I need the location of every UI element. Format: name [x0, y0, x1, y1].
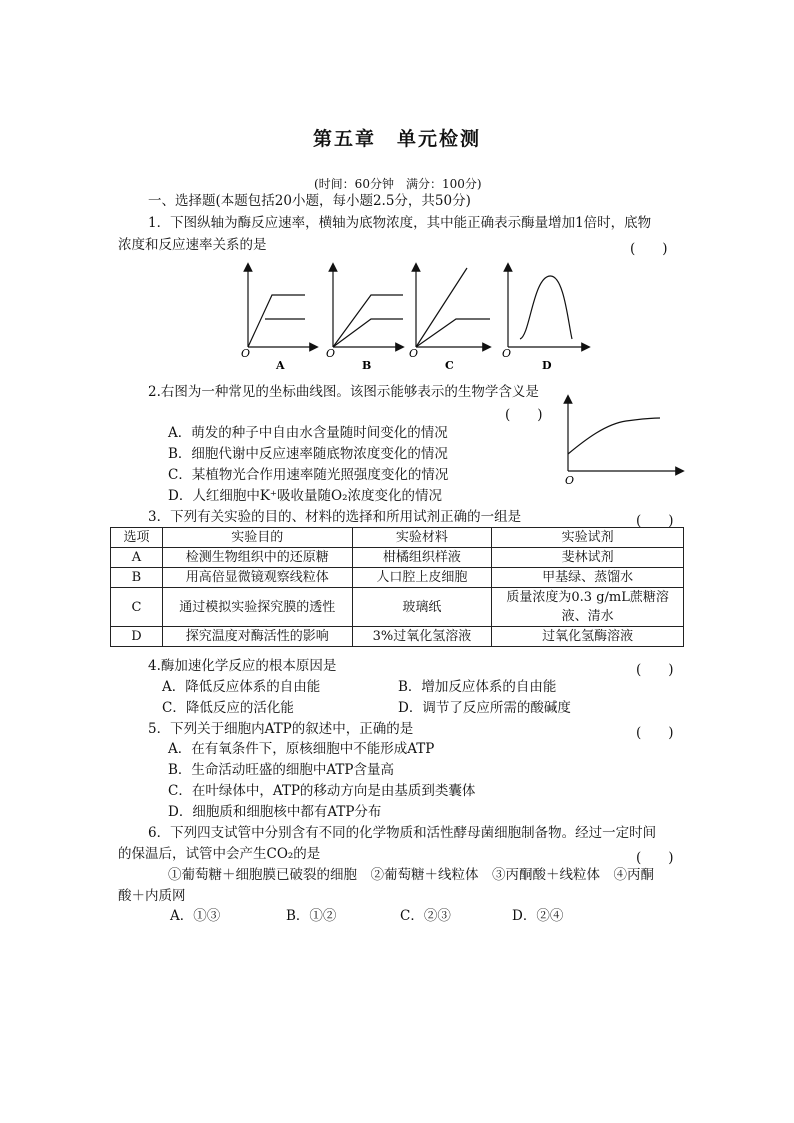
q5-option-a: A．在有氧条件下，原核细胞中不能形成ATP [168, 741, 435, 757]
table-cell: 检测生物组织中的还原糖 [162, 548, 352, 568]
q1-graph-d [502, 267, 586, 372]
graph-c-label: C [445, 359, 454, 372]
q3-stem: 3．下列有关实验的目的、材料的选择和所用试剂正确的一组是 [148, 509, 522, 525]
q6-stem-line3: ①葡萄糖＋细胞膜已破裂的细胞 ②葡萄糖＋线粒体 ③丙酮酸＋线粒体 ④丙酮 [168, 867, 654, 883]
table-row [111, 548, 684, 568]
table-cell: 3%过氧化氢溶液 [352, 627, 492, 647]
q3-table [110, 527, 684, 647]
q4-option-b: B．增加反应体系的自由能 [398, 679, 557, 695]
section-heading: 一、选择题(本题包括20小题，每小题2.5分，共50分) [148, 193, 471, 209]
table-cell: A [111, 548, 163, 568]
table-cell: B [111, 568, 163, 588]
q4-option-c: C．降低反应的活化能 [162, 700, 294, 716]
graph-a-label: A [276, 359, 285, 372]
q5-answer-paren: ( ) [636, 725, 674, 741]
q4-option-a: A．降低反应体系的自由能 [162, 679, 321, 695]
q6-option-d: D．②④ [512, 908, 564, 924]
q3-answer-paren: ( ) [636, 513, 674, 529]
q1-graph-b [326, 267, 403, 372]
q1-graph-c [409, 267, 490, 372]
table-cell-line: 质量浓度为0.3 g/mL蔗糖溶 [506, 590, 669, 605]
table-header-cell: 实验材料 [352, 528, 492, 548]
q4-option-d: D．调节了反应所需的酸碱度 [398, 700, 571, 716]
table-cell: 过氧化氢酶溶液 [492, 627, 684, 647]
q1-stem-line1: 1．下图纵轴为酶反应速率，横轴为底物浓度，其中能正确表示酶量增加1倍时，底物 [148, 215, 652, 231]
table-cell: 通过模拟实验探究膜的透性 [162, 588, 352, 627]
q1-stem-line2: 浓度和反应速率关系的是 [118, 237, 267, 253]
table-cell: 斐林试剂 [492, 548, 684, 568]
q5-option-c: C．在叶绿体中，ATP的移动方向是由基质到类囊体 [168, 783, 476, 799]
q5-option-b: B．生命活动旺盛的细胞中ATP含量高 [168, 762, 395, 778]
q2-option-d: D．人红细胞中K⁺吸收量随O₂浓度变化的情况 [168, 488, 443, 504]
q6-stem-line2: 的保温后，试管中会产生CO₂的是 [118, 846, 321, 862]
table-cell: 柑橘组织样液 [352, 548, 492, 568]
q2-graph-origin: O [565, 474, 575, 486]
q6-stem-line1: 6．下列四支试管中分别含有不同的化学物质和活性酵母菌细胞制备物。经过一定时间 [148, 825, 657, 841]
q5-option-d: D．细胞质和细胞核中都有ATP分布 [168, 804, 382, 820]
q6-option-c: C．②③ [400, 908, 451, 924]
q2-option-a: A．萌发的种子中自由水含量随时间变化的情况 [168, 425, 448, 441]
graph-c-curve-original [416, 319, 490, 347]
table-cell: C [111, 588, 163, 627]
q6-option-a: A．①③ [170, 908, 221, 924]
graph-c-curve-steep [416, 268, 467, 347]
table-header-cell: 实验试剂 [492, 528, 684, 548]
table-cell: D [111, 627, 163, 647]
q4-stem: 4.酶加速化学反应的根本原因是 [148, 658, 337, 674]
graph-d-curve-bell [520, 276, 572, 339]
q2-graph-curve [568, 418, 660, 454]
graph-a-origin: O [241, 347, 251, 360]
table-header-row [111, 528, 684, 548]
table-cell: 用高倍显微镜观察线粒体 [162, 568, 352, 588]
q1-graphs [232, 262, 592, 374]
table-header-cell: 实验目的 [162, 528, 352, 548]
q2-option-b: B．细胞代谢中反应速率随底物浓度变化的情况 [168, 446, 448, 462]
table-row [111, 568, 684, 588]
q4-answer-paren: ( ) [636, 662, 674, 678]
q2-answer-paren: ( ) [505, 407, 543, 423]
table-cell: 探究温度对酶活性的影响 [162, 627, 352, 647]
table-cell: 甲基绿、蒸馏水 [492, 568, 684, 588]
graph-b-label: B [362, 359, 372, 372]
q1-graph-a [241, 267, 314, 372]
table-cell: 玻璃纸 [352, 588, 492, 627]
graph-a-curve-doubled [248, 295, 305, 347]
q6-answer-paren: ( ) [636, 850, 674, 866]
table-cell: 人口腔上皮细胞 [352, 568, 492, 588]
table-row [111, 627, 684, 647]
exam-meta: (时间：60分钟 满分：100分) [314, 177, 482, 191]
q5-stem: 5．下列关于细胞内ATP的叙述中，正确的是 [148, 721, 414, 737]
q6-stem-line4: 酸＋内质网 [118, 888, 186, 904]
q1-answer-paren: ( ) [630, 241, 668, 257]
graph-d-label: D [542, 359, 552, 372]
table-cell-line: 液、清水 [561, 609, 614, 624]
page-title: 第五章 单元检测 [313, 128, 482, 150]
q2-stem: 2.右图为一种常见的坐标曲线图。该图示能够表示的生物学含义是 [148, 384, 539, 400]
table-row [111, 588, 684, 627]
q2-graph [556, 394, 686, 486]
table-cell [492, 588, 684, 627]
table-header-cell: 选项 [111, 528, 163, 548]
graph-d-origin: O [502, 347, 512, 360]
graph-c-origin: O [409, 347, 419, 360]
q2-option-c: C．某植物光合作用速率随光照强度变化的情况 [168, 467, 449, 483]
graph-b-origin: O [326, 347, 336, 360]
q6-option-b: B．①② [286, 908, 337, 924]
